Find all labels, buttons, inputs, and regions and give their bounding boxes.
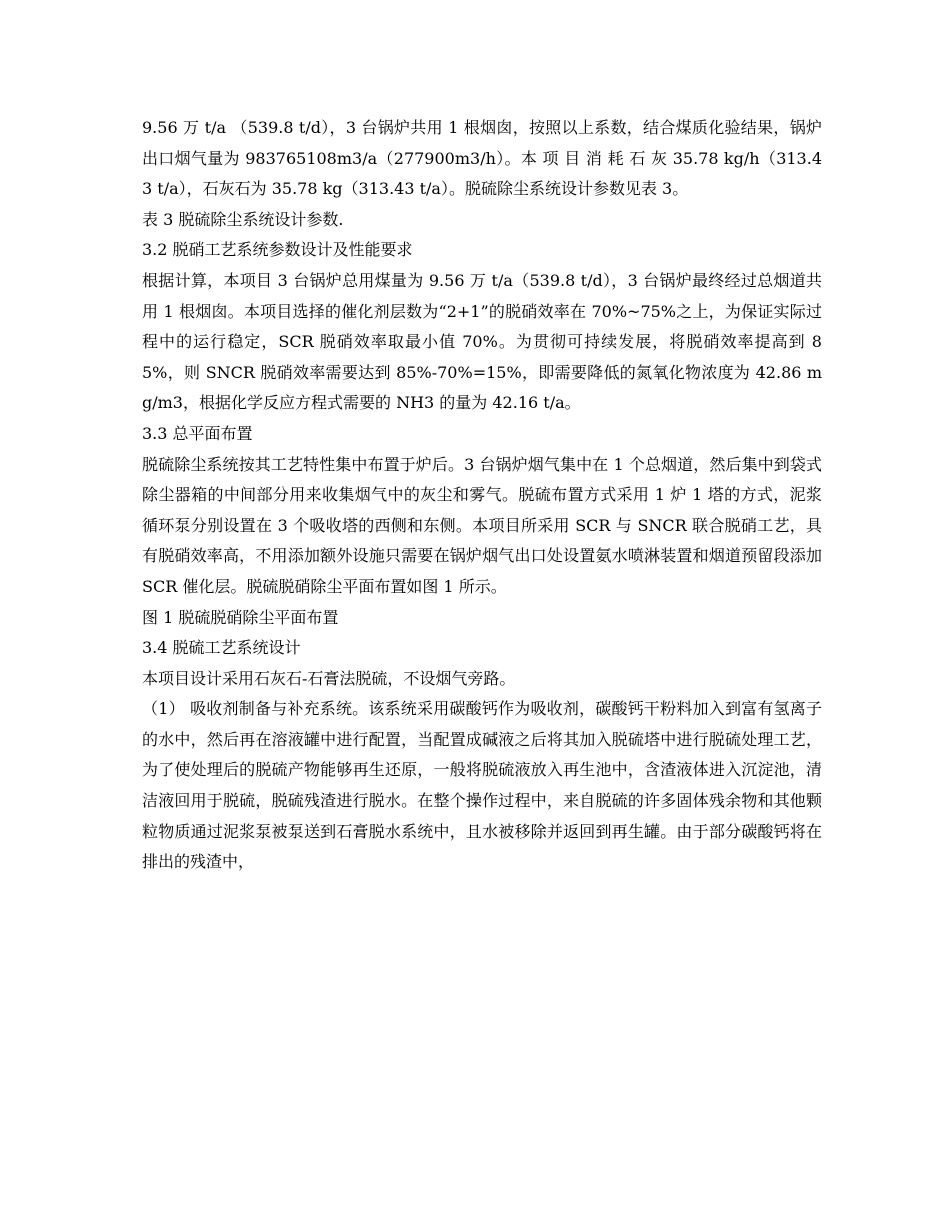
para-general-layout: 脱硫除尘系统按其工艺特性集中布置于炉后。3 台锅炉烟气集中在 1 个总烟道，然后集中到袋式除尘器箱的中间部分用来收集烟气中的灰尘和雾气。脱硫布置方式采用 1 炉 1 塔的方式，泥浆循环泵分别设置在 3 个吸收塔的西侧和东侧。本项目所采用 SCR 与 SNCR 联合脱硝工艺，具有脱硝效率高，不用添加额外设施只需要在锅炉烟气出口处设置氨水喷淋装置和烟道预留段添加 SCR 催化层。脱硫脱硝除尘平面布置如图 1 所示。	[142, 454, 822, 596]
document-body	[142, 113, 822, 878]
section-3-4-heading: 3.4 脱硫工艺系统设计	[142, 638, 301, 658]
para-denitrification-calc: 根据计算，本项目 3 台锅炉总用煤量为 9.56 万 t/a（539.8 t/d），3 台锅炉最终经过总烟道共用 1 根烟囱。本项目选择的催化剂层数为“2+1”的脱硝效率在 70%~75%之上，为保证实际过程中的运行稳定，SCR 脱硝效率取最小值 70%。为贯彻可持续发展，将脱硝效率提高到 85%，则 SNCR 脱硝效率需要达到 85%-70%=15%，即需要降低的氮氧化物浓度为 42.86 mg/m3，根据化学反应方程式需要的 NH3 的量为 42.16 t/a。	[142, 270, 822, 413]
para-desulfurization-params: 9.56 万 t/a （539.8 t/d），3 台锅炉共用 1 根烟囱，按照以上系数，结合煤质化验结果，锅炉出口烟气量为 983765108m3/a（277900m3/h）。本 项 目 消 耗 石 灰 35.78 kg/h（313.43 t/a），石灰石为 35.78 kg（313.43 t/a）。脱硫除尘系统设计参数见表 3。	[142, 118, 822, 199]
section-3-2-heading: 3.2 脱硝工艺系统参数设计及性能要求	[142, 240, 413, 260]
para-process-design: 本项目设计采用石灰石-石膏法脱硫，不设烟气旁路。	[142, 668, 516, 688]
figure-1-caption: 图 1 脱硫脱硝除尘平面布置	[142, 607, 339, 627]
section-3-3-heading: 3.3 总平面布置	[142, 423, 253, 443]
para-absorbent-system: （1） 吸收剂制备与补充系统。该系统采用碳酸钙作为吸收剂，碳酸钙干粉料加入到富有氢离子的水中，然后再在溶液罐中进行配置，当配置成碱液之后将其加入脱硫塔中进行脱硫处理工艺，为了使处理后的脱硫产物能够再生还原，一般将脱硫液放入再生池中，含渣液体进入沉淀池，清洁液回用于脱硫，脱硫残渣进行脱水。在整个操作过程中，来自脱硫的许多固体残余物和其他颗粒物质通过泥浆泵被泵送到石膏脱水系统中，且水被移除并返回到再生罐。由于部分碳酸钙将在排出的残渣中，	[142, 699, 822, 872]
table-3-caption: 表 3 脱硫除尘系统设计参数.	[142, 209, 344, 229]
